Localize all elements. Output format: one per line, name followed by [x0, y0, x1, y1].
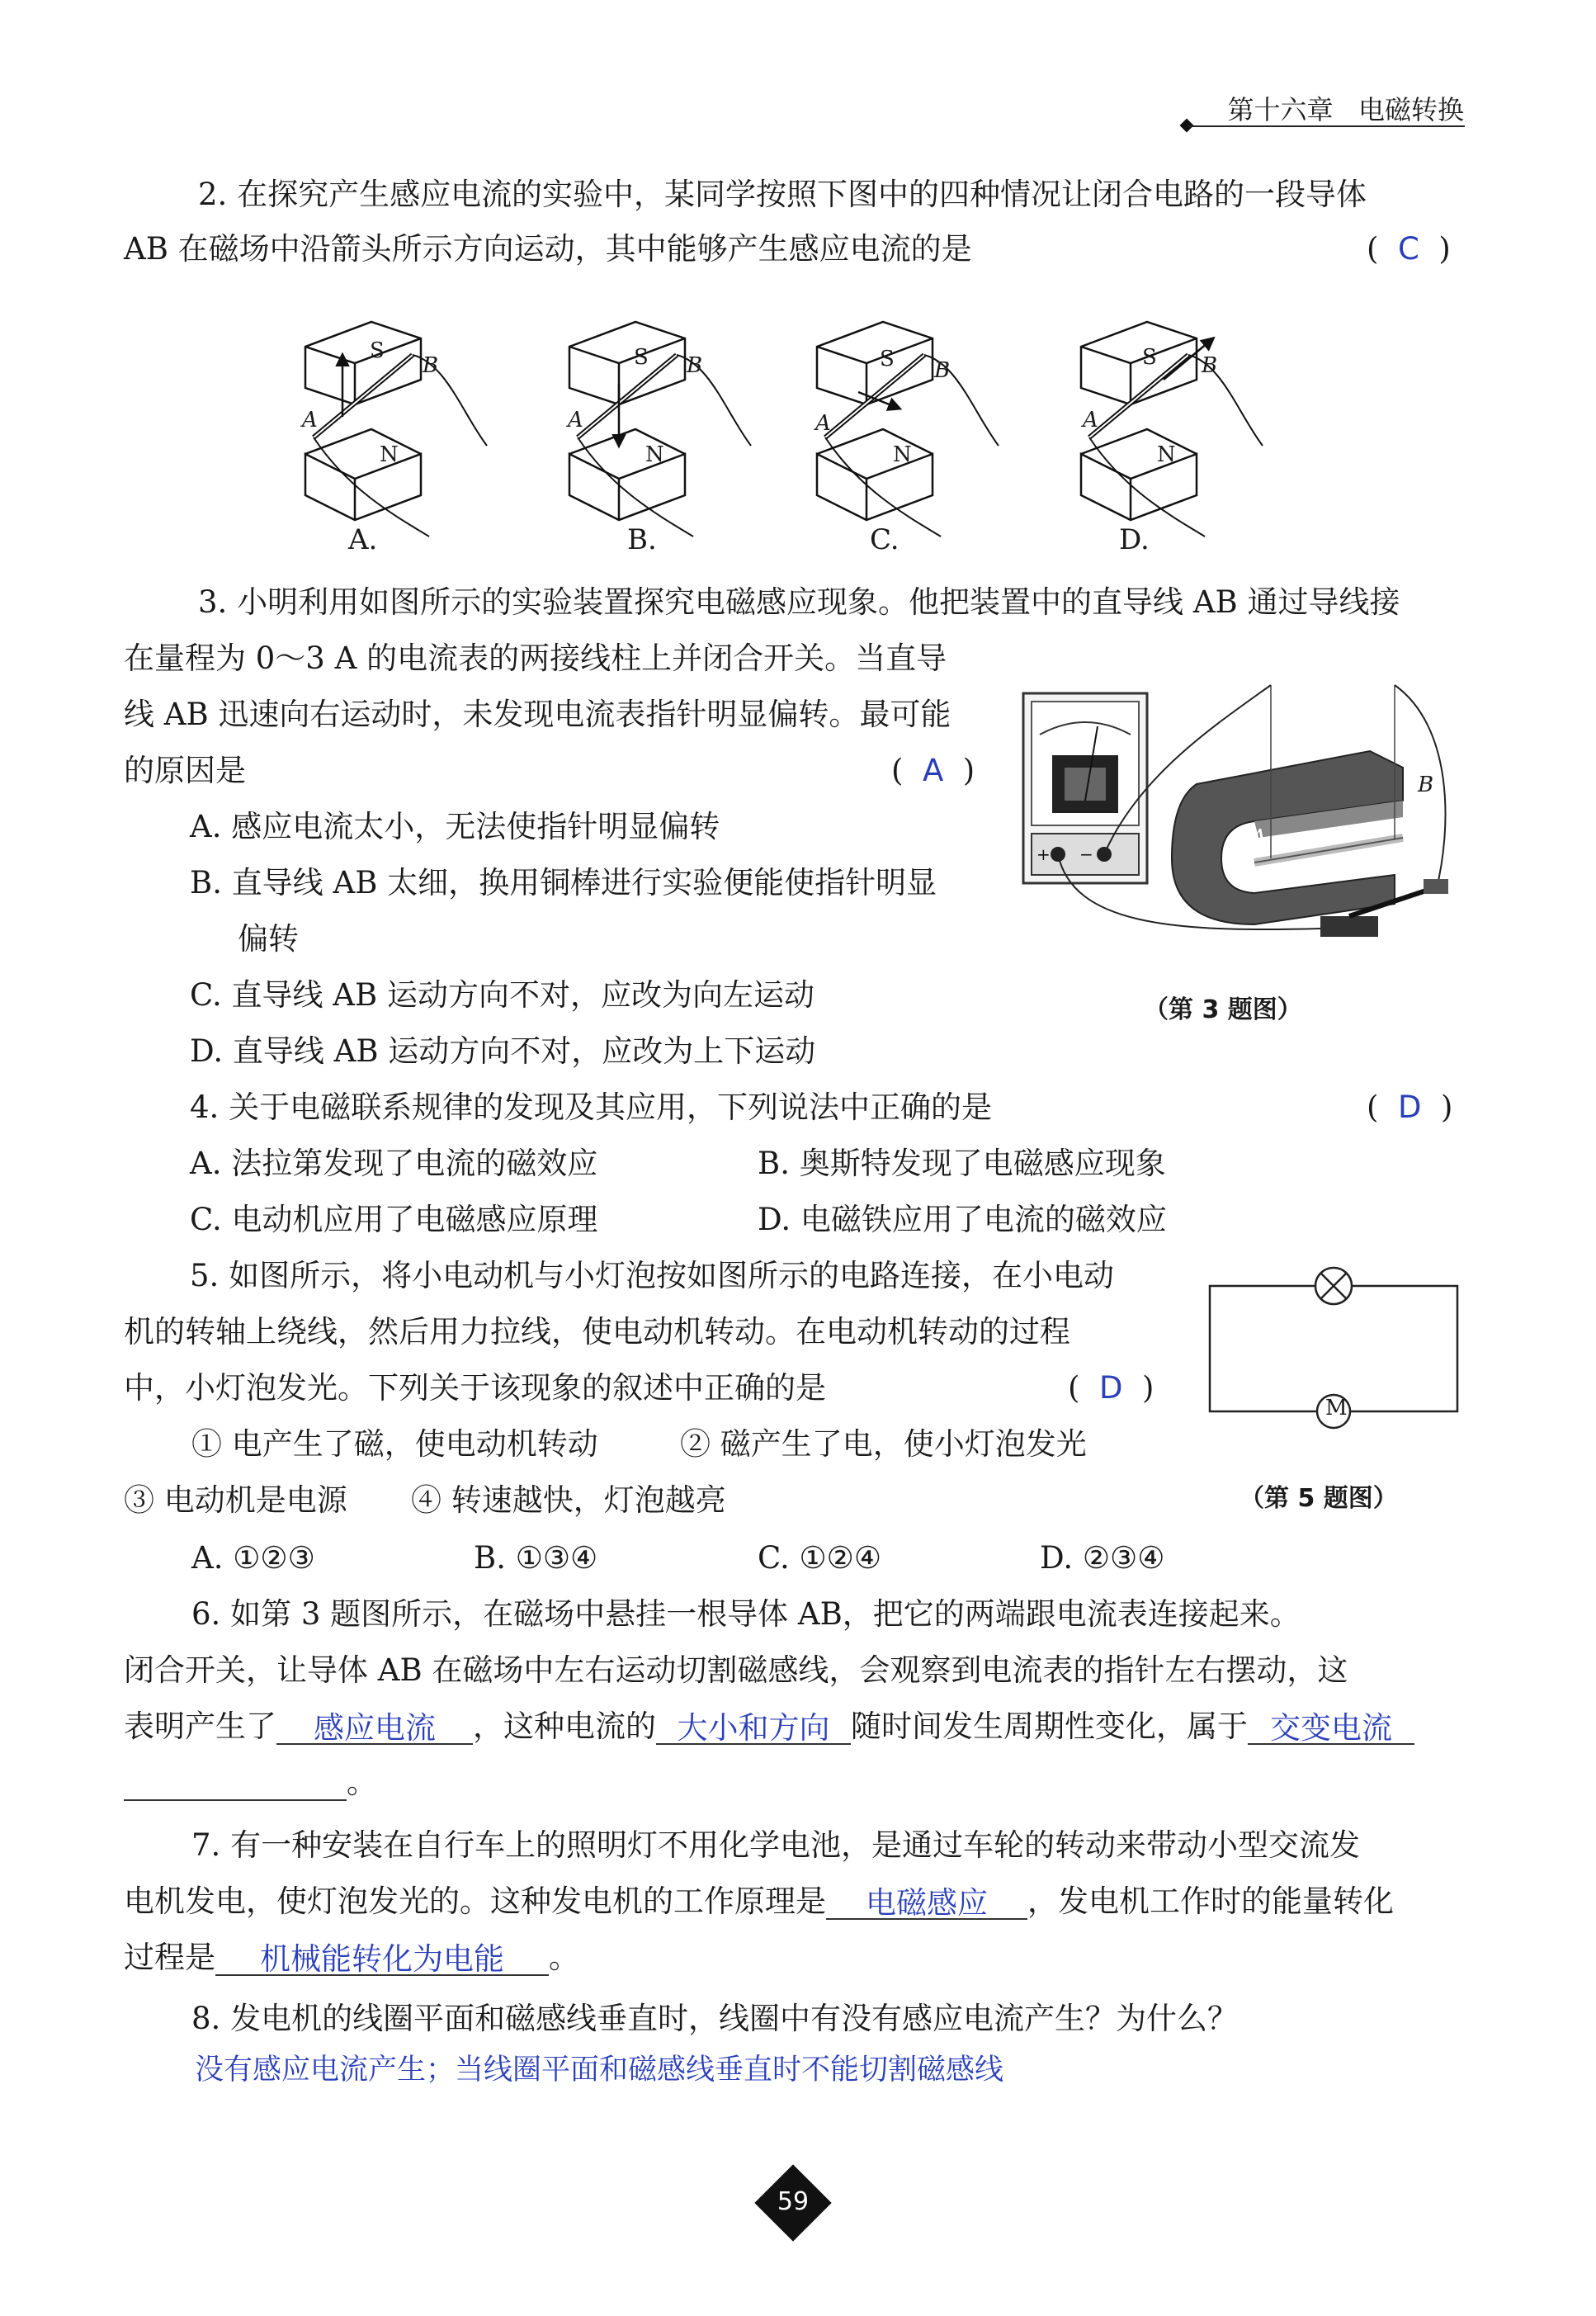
q5-stmt1: ① 电产生了磁，使电动机转动: [191, 1426, 598, 1462]
fig-d-n: N: [1157, 442, 1176, 467]
q3-line1: 3. 小明利用如图所示的实验装置探究电磁感应现象。他把装置中的直导线 AB 通过导线接: [198, 584, 1400, 620]
q4-option-d: D. 电磁铁应用了电流的磁效应: [758, 1202, 1167, 1237]
fig-a-n: N: [380, 442, 399, 467]
q5-option-c: C. ①②④: [758, 1540, 882, 1576]
fig-a-a: A: [302, 408, 318, 432]
q3-line2: 在量程为 0～3 A 的电流表的两接线柱上并闭合开关。当直导: [124, 640, 947, 676]
q3-fig-a: A: [1251, 825, 1267, 850]
fig-b-b: B: [687, 353, 703, 378]
q3-option-b: B. 直导线 AB 太细，换用铜棒进行实验便能使指针明显: [190, 865, 937, 900]
chapter-title: 电磁转换: [1358, 94, 1464, 125]
q7-text-c: 过程是: [124, 1940, 215, 1975]
q7-text-b: ，发电机工作时的能量转化: [1027, 1884, 1394, 1919]
fig-d-b: B: [1202, 353, 1218, 378]
q6-line1: 6. 如第 3 题图所示，在磁场中悬挂一根导体 AB，把它的两端跟电流表连接起来。: [191, 1596, 1301, 1632]
q2-line1: 2. 在探究产生感应电流的实验中，某同学按照下图中的四种情况让闭合电路的一段导体: [198, 177, 1367, 212]
q6-blank3: 交变电流: [1248, 1710, 1414, 1745]
q2-line2: AB 在磁场中沿箭头所示方向运动，其中能够产生感应电流的是: [124, 231, 972, 267]
q3-answer-paren: ( A ): [891, 753, 975, 788]
q4-option-a: A. 法拉第发现了电流的磁效应: [190, 1146, 598, 1181]
q6-text-b: ，这种电流的: [473, 1709, 656, 1744]
header-rule: [1188, 125, 1465, 127]
fig-c-label: C.: [870, 523, 900, 556]
q5-stmt2: ② 磁产生了电，使小灯泡发光: [680, 1426, 1087, 1462]
fig-a-s: S: [370, 338, 385, 363]
svg-text:+: +: [1036, 844, 1051, 864]
q8-answer: 没有感应电流产生；当线圈平面和磁感线垂直时不能切割磁感线: [195, 2054, 1004, 2087]
q6-line2: 闭合开关，让导体 AB 在磁场中左右运动切割磁感线，会观察到电流表的指针左右摆动，这: [124, 1652, 1348, 1688]
q6-text-c: 随时间发生周期性变化，属于: [851, 1709, 1248, 1744]
q7-text-a: 电机发电，使灯泡发光的。这种发电机的工作原理是: [124, 1884, 826, 1919]
fig-d-label: D.: [1119, 523, 1150, 556]
q7-text-d: 。: [549, 1940, 579, 1975]
q5-line3: 中，小灯泡发光。下列关于该现象的叙述中正确的是: [124, 1370, 826, 1406]
fig-b-n: N: [645, 442, 664, 467]
q4-option-b: B. 奥斯特发现了电磁感应现象: [758, 1146, 1166, 1181]
q4-option-c: C. 电动机应用了电磁感应原理: [190, 1202, 598, 1237]
q3-line3: 线 AB 迅速向右运动时，未发现电流表指针明显偏转。最可能: [124, 697, 951, 732]
fig-c-n: N: [893, 442, 912, 467]
fig-b-label: B.: [627, 523, 657, 556]
q3-caption: （第 3 题图）: [1144, 995, 1302, 1024]
q7-line3: [124, 1940, 579, 1976]
page-number: 59: [777, 2187, 810, 2216]
q3-answer: A: [922, 753, 944, 788]
q6-line4: [124, 1765, 377, 1801]
fig-c-s: S: [880, 347, 895, 371]
svg-text:−: −: [1079, 844, 1093, 864]
chapter-header: [1227, 89, 1464, 127]
q6-end: 。: [347, 1765, 377, 1800]
q5-option-d: D. ②③④: [1040, 1540, 1165, 1576]
q4-stem: 4. 关于电磁联系规律的发现及其应用，下列说法中正确的是: [190, 1089, 993, 1125]
q6-blank1: 感应电流: [276, 1710, 473, 1745]
q5-answer-paren: ( D ): [1068, 1370, 1155, 1406]
fig-c-a: A: [815, 411, 831, 436]
q7-blank2: 机械能转化为电能: [215, 1941, 549, 1976]
q4-answer-paren: ( D ): [1367, 1089, 1453, 1125]
q5-line1: 5. 如图所示，将小电动机与小灯泡按如图所示的电路连接，在小电动: [190, 1258, 1115, 1293]
q2-answer-paren: ( C ): [1367, 231, 1451, 267]
q3-fig-b: B: [1418, 773, 1434, 797]
fig-d: [1081, 322, 1263, 536]
q8-stem: 8. 发电机的线圈平面和磁感线垂直时，线圈中有没有感应电流产生？为什么？: [191, 2001, 1239, 2036]
q5-line2: 机的转轴上绕线，然后用力拉线，使电动机转动。在电动机转动的过程: [124, 1314, 1070, 1349]
q2-answer: C: [1397, 231, 1419, 267]
fig-d-a: A: [1083, 408, 1098, 432]
q4-answer: D: [1397, 1089, 1422, 1125]
q5-option-b: B. ①③④: [474, 1540, 598, 1576]
q5-caption: （第 5 题图）: [1239, 1484, 1398, 1513]
q5-motor-label: M: [1325, 1396, 1348, 1420]
q6-blank3-cont: [124, 1766, 347, 1801]
q3-option-b-cont: 偏转: [238, 921, 299, 957]
q6-blank2: 大小和方向: [656, 1710, 851, 1745]
q5-stmt3: ③ 电动机是电源: [124, 1482, 347, 1518]
fig-a: [305, 322, 487, 536]
q5-answer: D: [1098, 1370, 1123, 1406]
fig-b-a: A: [568, 408, 583, 432]
q3-option-d: D. 直导线 AB 运动方向不对，应改为上下运动: [190, 1033, 816, 1069]
fig-c-b: B: [934, 358, 951, 383]
q3-option-a: A. 感应电流太小，无法使指针明显偏转: [190, 809, 720, 844]
chapter-number: 第十六章: [1227, 94, 1334, 125]
q3-line4: 的原因是: [124, 753, 246, 788]
fig-b: [569, 322, 751, 536]
q6-text-a: 表明产生了: [124, 1709, 276, 1744]
q3-option-c: C. 直导线 AB 运动方向不对，应改为向左运动: [190, 977, 815, 1013]
fig-b-s: S: [634, 345, 649, 370]
q5-option-a: A. ①②③: [191, 1540, 315, 1576]
q7-blank1: 电磁感应: [826, 1885, 1027, 1920]
q3-figure: [1007, 677, 1469, 957]
fig-d-s: S: [1142, 345, 1157, 370]
fig-c: [817, 322, 999, 536]
fig-a-b: B: [423, 353, 439, 378]
q5-stmt4: ④ 转速越快，灯泡越亮: [411, 1482, 726, 1518]
q7-line2: [124, 1884, 1394, 1920]
q7-line1: 7. 有一种安装在自行车上的照明灯不用化学电池，是通过车轮的转动来带动小型交流发: [191, 1827, 1361, 1863]
q6-line3: [124, 1709, 1414, 1745]
fig-a-label: A.: [348, 523, 378, 556]
